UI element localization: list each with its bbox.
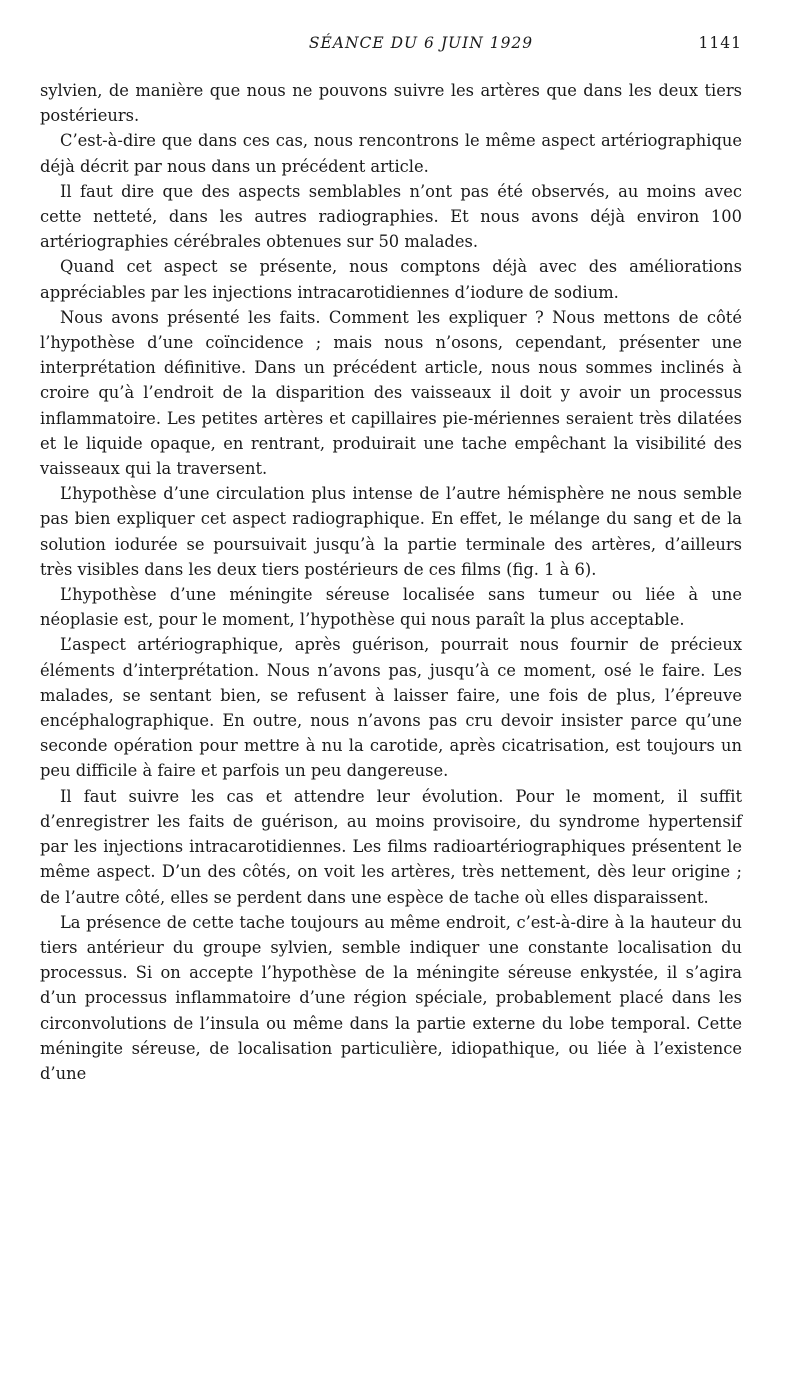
running-title: SÉANCE DU 6 JUIN 1929 (308, 34, 534, 52)
paragraph: Il faut dire que des aspects semblables n’ont pas été observés, au moins avec cette netteté, dans les autres radiographies. Et nous avons déjà environ 100 artériographies cérébrales obtenues sur 50 malades. (40, 181, 742, 252)
paragraph: C’est-à-dire que dans ces cas, nous rencontrons le même aspect artériographique déjà décrit par nous dans un précédent article. (40, 131, 742, 176)
paragraph: L’hypothèse d’une méningite séreuse localisée sans tumeur ou liée à une néoplasie est, pour le moment, l’hypothèse qui nous paraît la plus acceptable. (40, 585, 742, 630)
paragraph: Nous avons présenté les faits. Comment les expliquer ? Nous mettons de côté l’hypothèse d’une coïncidence ; mais nous n’osons, cependant, présenter une interprétation définitive. Dans un précédent article, nous nous sommes inclinés à croire qu’à l’endroit de la disparition des vaisseaux il doit y avoir un processus inflammatoire. Les petites artères et capillaires pie-mériennes seraient très dilatées et le liquide opaque, en rentrant, produirait une tache empêchant la visibilité des vaisseaux qui la traversent. (40, 307, 742, 479)
paragraph: Il faut suivre les cas et attendre leur évolution. Pour le moment, il suffit d’enregistrer les faits de guérison, au moins provisoire, du syndrome hypertensif par les injections intracarotidiennes. Les films radioartériographiques présentent le même aspect. D’un des côtés, on voit les artères, très nettement, dès leur origine ; de l’autre côté, elles se perdent dans une espèce de tache où elles disparaissent. (40, 786, 742, 907)
body-text (40, 78, 742, 1086)
document-page (40, 34, 742, 1086)
paragraph: La présence de cette tache toujours au même endroit, c’est-à-dire à la hauteur du tiers antérieur du groupe sylvien, semble indiquer une constante localisation du processus. Si on accepte l’hypothèse de la méningite séreuse enkystée, il s’agira d’un processus inflammatoire d’une région spéciale, probablement placé dans les circonvolutions de l’insula ou même dans la partie externe du lobe temporal. Cette méningite séreuse, de localisation particulière, idiopathique, ou liée à l’existence d’une (40, 912, 742, 1083)
paragraph-continued: sylvien, de manière que nous ne pouvons suivre les artères que dans les deux tiers postérieurs. (40, 81, 742, 126)
page-number: 1141 (698, 34, 742, 52)
paragraph: L’hypothèse d’une circulation plus intense de l’autre hémisphère ne nous semble pas bien expliquer cet aspect radiographique. En effet, le mélange du sang et de la solution iodurée se poursuivait jusqu’à la partie terminale des artères, d’ailleurs très visibles dans les deux tiers postérieurs de ces films (fig. 1 à 6). (40, 484, 742, 579)
paragraph: Quand cet aspect se présente, nous comptons déjà avec des améliorations appréciables par les injections intracarotidiennes d’iodure de sodium. (40, 257, 742, 302)
running-header (40, 34, 742, 64)
paragraph: L’aspect artériographique, après guérison, pourrait nous fournir de précieux éléments d’interprétation. Nous n’avons pas, jusqu’à ce moment, osé le faire. Les malades, se sentant bien, se refusent à laisser faire, une fois de plus, l’épreuve encéphalographique. En outre, nous n’avons pas cru devoir insister parce qu’une seconde opération pour mettre à nu la carotide, après cicatrisation, est toujours un peu difficile à faire et parfois un peu dangereuse. (40, 635, 742, 781)
